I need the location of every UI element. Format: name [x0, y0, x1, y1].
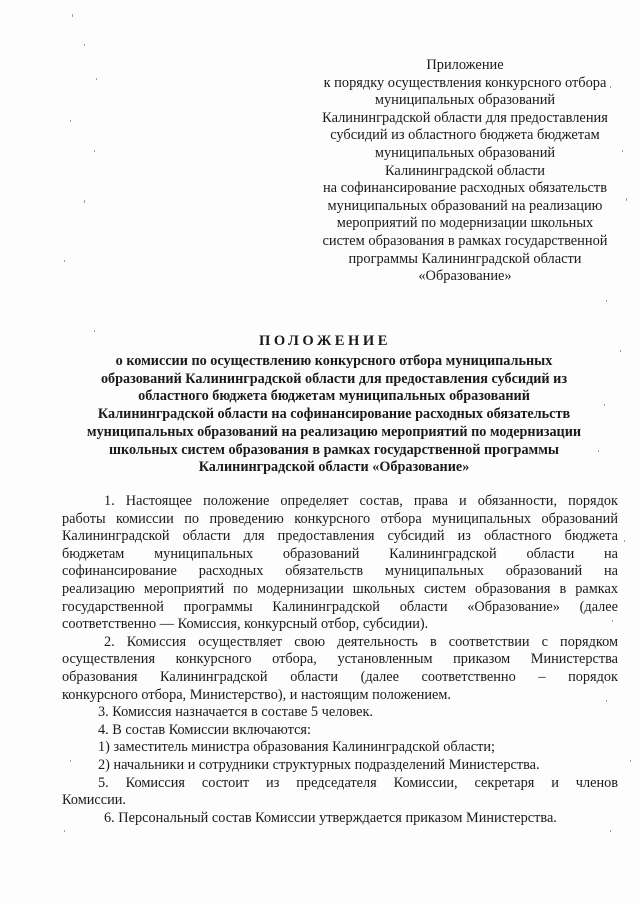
appendix-header [300, 57, 630, 286]
body-line: 2. Комиссия осуществляет свою деятельность в соответствии с порядком [104, 633, 618, 650]
body-line: 1) заместитель министра образования Калининградской области; [98, 739, 496, 756]
body-line: образования Калининградской области (далее соответственно – порядок [62, 668, 618, 685]
subtitle-line: о комиссии по осуществлению конкурсного отбора муниципальных [115, 353, 553, 369]
appendix-line: к порядку осуществления конкурсного отбора [323, 74, 607, 91]
document-subtitle [44, 353, 624, 477]
subtitle-line: Калининградской области на софинансирование расходных обязательств [97, 406, 571, 423]
document-title: ПОЛОЖЕНИЕ [259, 333, 391, 349]
body-line: Комиссии. [62, 792, 126, 809]
appendix-line: Приложение [426, 57, 504, 73]
body-line: бюджетам муниципальных образований Калининградской области на [62, 545, 618, 562]
appendix-line: субсидий из областного бюджета бюджетам [330, 127, 600, 144]
body-line: работы комиссии по проведению конкурсного отбора муниципальных образований [62, 510, 618, 527]
appendix-line: «Образование» [418, 268, 512, 285]
body-line: 5. Комиссия состоит из председателя Комиссии, секретаря и членов [98, 774, 618, 791]
body-line: осуществления конкурсного отбора, установленным приказом Министерства [62, 651, 618, 668]
body-line: 1. Настоящее положение определяет состав, права и обязанности, порядок [104, 493, 618, 509]
appendix-line: мероприятий по модернизации школьных [336, 215, 594, 232]
body-line: 2) начальники и сотрудники структурных подразделений Министерства. [98, 756, 540, 773]
subtitle-line: муниципальных образований на реализацию мероприятий по модернизации [86, 423, 582, 440]
document-body [62, 493, 618, 827]
appendix-line: муниципальных образований [374, 144, 556, 161]
body-line: софинансирование расходных обязательств муниципальных образований на [62, 563, 618, 580]
appendix-line: систем образования в рамках государственной [322, 232, 608, 249]
appendix-line: на софинансирование расходных обязательств [322, 180, 607, 197]
body-line: реализацию мероприятий по модернизации школьных систем образования в рамках [62, 580, 618, 597]
appendix-line: программы Калининградской области [348, 250, 582, 267]
appendix-line: Калининградской области для предоставления [322, 109, 608, 126]
appendix-line: муниципальных образований на реализацию [327, 197, 603, 214]
subtitle-line: образований Калининградской области для предоставления субсидий из [100, 370, 568, 387]
subtitle-line: школьных систем образования в рамках государственной программы [109, 441, 559, 458]
body-line: 6. Персональный состав Комиссии утверждается приказом Министерства. [104, 809, 557, 826]
body-line: Калининградской области для предоставления субсидий из областного бюджета [62, 528, 618, 545]
subtitle-line: областного бюджета бюджетам муниципальных образований [138, 388, 530, 405]
body-line: конкурсного отбора, Министерство), и настоящим положением. [62, 686, 451, 703]
body-line: государственной программы Калининградской области «Образование» (далее [62, 598, 618, 615]
appendix-line: муниципальных образований [374, 92, 556, 109]
body-line: соответственно — Комиссия, конкурсный отбор, субсидии). [62, 616, 429, 633]
body-line: 4. В состав Комиссии включаются: [98, 721, 311, 738]
appendix-line: Калининградской области [385, 162, 545, 179]
subtitle-line: Калининградской области «Образование» [198, 459, 470, 476]
body-line: 3. Комиссия назначается в составе 5 человек. [98, 704, 374, 721]
